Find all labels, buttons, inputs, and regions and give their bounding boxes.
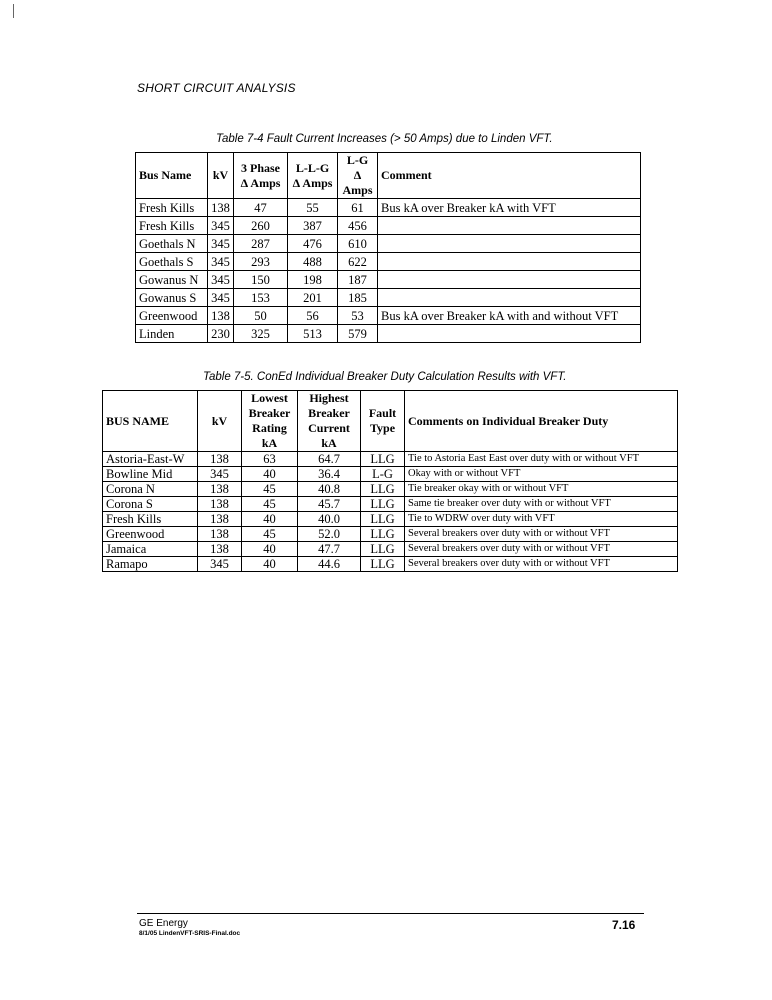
t2-header-bus-name: BUS NAME	[103, 391, 198, 452]
footer-file-name: 8/1/05 LindenVFT-SRIS-Final.doc	[139, 930, 241, 937]
table1-body	[136, 199, 641, 343]
table-cell: LLG	[361, 482, 405, 497]
table-row	[103, 467, 678, 482]
table-cell: 622	[338, 253, 378, 271]
table-cell: 325	[234, 325, 288, 343]
table-cell: 47	[234, 199, 288, 217]
table-cell: 476	[288, 235, 338, 253]
table-cell: Jamaica	[103, 542, 198, 557]
table-cell: 63	[242, 452, 298, 467]
table-cell: 287	[234, 235, 288, 253]
table-cell: 260	[234, 217, 288, 235]
table-cell: 138	[198, 452, 242, 467]
t1-header-lg	[338, 153, 378, 199]
table-cell: 40.0	[298, 512, 361, 527]
table-cell: 40.8	[298, 482, 361, 497]
table-cell: Goethals S	[136, 253, 208, 271]
table-cell: Fresh Kills	[136, 199, 208, 217]
t2-header-fault-type	[361, 391, 405, 452]
t2-header-lowest-rating	[242, 391, 298, 452]
table-row	[103, 527, 678, 542]
table-row	[103, 557, 678, 572]
table-cell: 53	[338, 307, 378, 325]
table-cell: 138	[198, 527, 242, 542]
table-cell: 55	[288, 199, 338, 217]
table-cell: LLG	[361, 527, 405, 542]
t1-header-3phase-text: 3 Phase Δ Amps	[240, 160, 281, 190]
table-cell: 138	[198, 542, 242, 557]
table-row	[103, 452, 678, 467]
table-cell: Astoria-East-W	[103, 452, 198, 467]
table-cell: 610	[338, 235, 378, 253]
table-cell	[378, 217, 641, 235]
table-row	[103, 497, 678, 512]
table-row	[103, 482, 678, 497]
table-cell: 345	[198, 467, 242, 482]
table-cell	[378, 235, 641, 253]
table-cell: Greenwood	[136, 307, 208, 325]
table-cell: 47.7	[298, 542, 361, 557]
table-cell: 345	[208, 217, 234, 235]
table-cell: Tie to WDRW over duty with VFT	[405, 512, 678, 527]
table-cell: Several breakers over duty with or without VFT	[405, 542, 678, 557]
table-row	[136, 199, 641, 217]
table-cell: 138	[198, 512, 242, 527]
table-cell: Several breakers over duty with or without VFT	[405, 557, 678, 572]
table1-header-row	[136, 153, 641, 199]
table-cell: Tie to Astoria East East over duty with or without VFT	[405, 452, 678, 467]
table-cell: Tie breaker okay with or without VFT	[405, 482, 678, 497]
table-cell	[378, 289, 641, 307]
footer-rule	[137, 913, 644, 914]
t1-header-llg	[288, 153, 338, 199]
table-row	[103, 512, 678, 527]
table-cell: Fresh Kills	[103, 512, 198, 527]
table-cell: Ramapo	[103, 557, 198, 572]
table2-header-row	[103, 391, 678, 452]
table-cell: 138	[208, 307, 234, 325]
table-row	[136, 289, 641, 307]
table-cell: 345	[198, 557, 242, 572]
table-cell: 488	[288, 253, 338, 271]
table-row	[103, 542, 678, 557]
table-cell: LLG	[361, 452, 405, 467]
table-cell: 40	[242, 467, 298, 482]
table-cell: 153	[234, 289, 288, 307]
table-cell: Linden	[136, 325, 208, 343]
t2-header-highest-current-text: Highest Breaker Current kA	[308, 391, 350, 450]
table-cell: 345	[208, 253, 234, 271]
table-cell: 198	[288, 271, 338, 289]
t2-header-kv: kV	[198, 391, 242, 452]
table-cell: 201	[288, 289, 338, 307]
table-cell	[378, 325, 641, 343]
table-cell: 40	[242, 512, 298, 527]
page-number: 7.16	[612, 918, 636, 932]
table-cell: LLG	[361, 497, 405, 512]
table-cell: 36.4	[298, 467, 361, 482]
table-cell: 45	[242, 482, 298, 497]
table-cell: LLG	[361, 557, 405, 572]
breaker-duty-table	[102, 390, 678, 572]
table-cell: Bus kA over Breaker kA with VFT	[378, 199, 641, 217]
t1-header-kv: kV	[208, 153, 234, 199]
table-cell: 61	[338, 199, 378, 217]
margin-mark	[13, 4, 14, 18]
table-cell: LLG	[361, 512, 405, 527]
t2-header-lowest-rating-text: Lowest Breaker Rating kA	[248, 391, 291, 450]
table-cell: 293	[234, 253, 288, 271]
table-cell: 387	[288, 217, 338, 235]
table-cell: 150	[234, 271, 288, 289]
table-row	[136, 253, 641, 271]
table-cell: Bus kA over Breaker kA with and without VFT	[378, 307, 641, 325]
table-row	[136, 235, 641, 253]
table-cell: Fresh Kills	[136, 217, 208, 235]
table-cell: 138	[208, 199, 234, 217]
table-cell: 456	[338, 217, 378, 235]
table-cell: 52.0	[298, 527, 361, 542]
table-cell: 45	[242, 497, 298, 512]
table-cell: Goethals N	[136, 235, 208, 253]
table-cell: 138	[198, 497, 242, 512]
t1-header-3phase	[234, 153, 288, 199]
table-cell: 345	[208, 235, 234, 253]
table-cell: L-G	[361, 467, 405, 482]
table-cell: 185	[338, 289, 378, 307]
table-cell: Okay with or without VFT	[405, 467, 678, 482]
t1-header-llg-text: L-L-G Δ Amps	[292, 160, 333, 190]
table-cell: 44.6	[298, 557, 361, 572]
table-cell: 40	[242, 557, 298, 572]
table-cell: 187	[338, 271, 378, 289]
table-cell: 50	[234, 307, 288, 325]
table-row	[136, 217, 641, 235]
table-row	[136, 271, 641, 289]
t2-header-fault-type-text: Fault Type	[368, 406, 397, 435]
t2-header-highest-current	[298, 391, 361, 452]
table2-body	[103, 452, 678, 572]
table-cell: 345	[208, 271, 234, 289]
table-cell: Gowanus S	[136, 289, 208, 307]
table-cell: Gowanus N	[136, 271, 208, 289]
table-cell: 345	[208, 289, 234, 307]
t2-header-comments: Comments on Individual Breaker Duty	[405, 391, 678, 452]
table-cell: 45	[242, 527, 298, 542]
table-cell: 64.7	[298, 452, 361, 467]
table-cell: Several breakers over duty with or without VFT	[405, 527, 678, 542]
table-cell: Greenwood	[103, 527, 198, 542]
table-cell: 45.7	[298, 497, 361, 512]
table-row	[136, 325, 641, 343]
table-cell: 56	[288, 307, 338, 325]
t1-header-bus-name: Bus Name	[136, 153, 208, 199]
table-cell: 138	[198, 482, 242, 497]
table1-caption: Table 7-4 Fault Current Increases (> 50 Amps) due to Linden VFT.	[216, 133, 553, 145]
table-cell: Corona N	[103, 482, 198, 497]
table-cell: Same tie breaker over duty with or without VFT	[405, 497, 678, 512]
table-cell: Corona S	[103, 497, 198, 512]
t1-header-lg-text: L-G Δ Amps	[342, 153, 373, 197]
table-cell: 230	[208, 325, 234, 343]
table-cell	[378, 253, 641, 271]
table-cell: 40	[242, 542, 298, 557]
table-cell: 579	[338, 325, 378, 343]
table-cell	[378, 271, 641, 289]
footer-company: GE Energy	[139, 918, 188, 929]
table-cell: 513	[288, 325, 338, 343]
table-cell: LLG	[361, 542, 405, 557]
table-row	[136, 307, 641, 325]
fault-current-table	[135, 152, 641, 343]
table-cell: Bowline Mid	[103, 467, 198, 482]
t1-header-comment: Comment	[378, 153, 641, 199]
section-header: SHORT CIRCUIT ANALYSIS	[137, 81, 296, 95]
table2-caption: Table 7-5. ConEd Individual Breaker Duty Calculation Results with VFT.	[203, 371, 567, 383]
